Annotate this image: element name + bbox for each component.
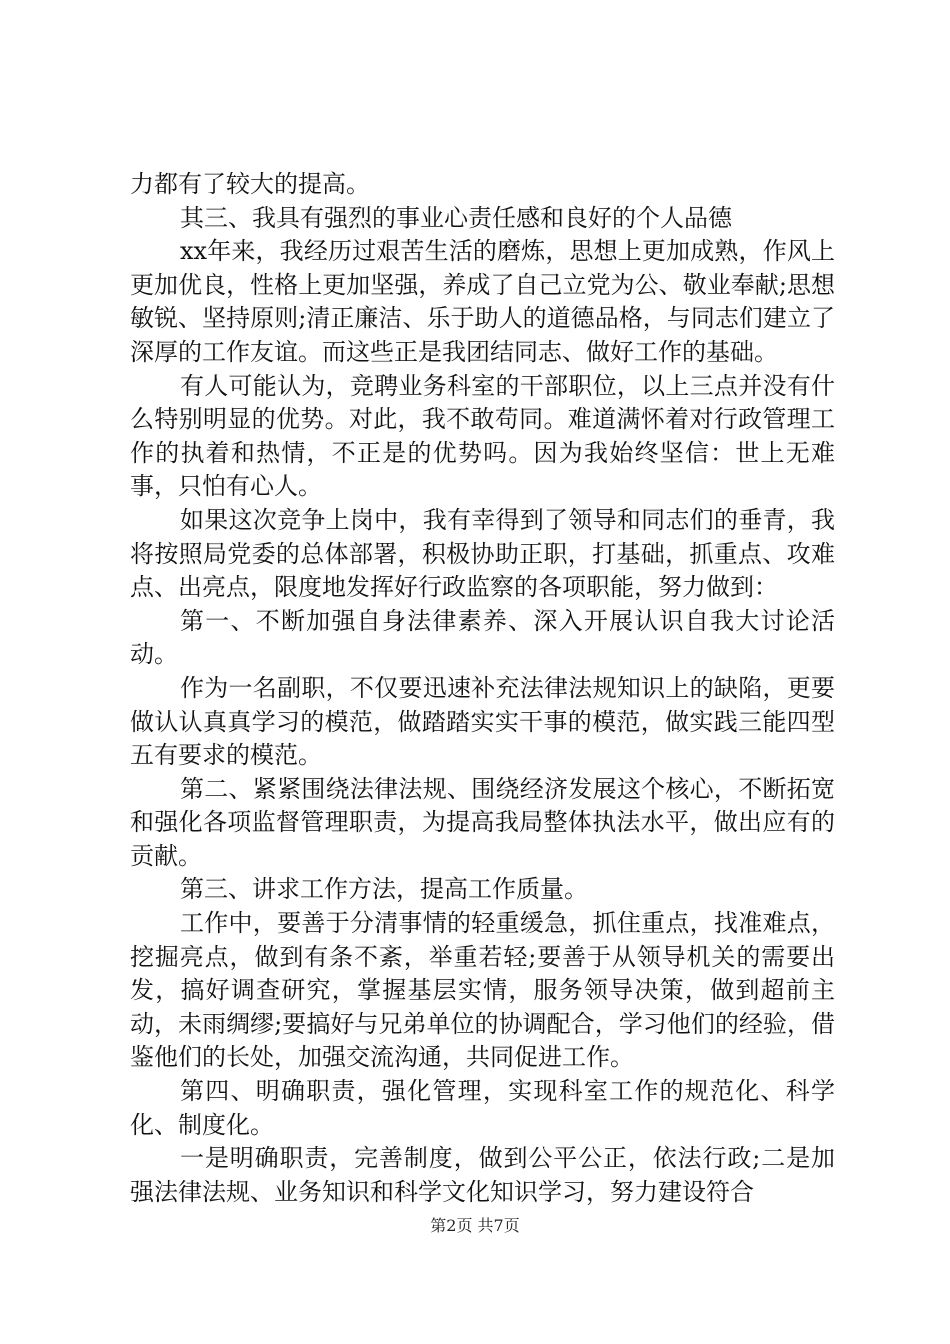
paragraph-1: 力都有了较大的提高。 [130,170,370,198]
page-number-label: 第2页 共7页 [430,1216,520,1235]
paragraph-6: 第一、不断加强自身法律素养、深入开展认识自我大讨论活动。 [130,606,835,669]
page-footer [0,1216,950,1236]
paragraph-2: 其三、我具有强烈的事业心责任感和良好的个人品德 [180,203,732,232]
paragraph-11: 第四、明确职责，强化管理，实现科室工作的规范化、科学化、制度化。 [130,1077,835,1139]
paragraph-10: 工作中，要善于分清事情的轻重缓急，抓住重点，找准难点，挖掘亮点，做到有条不紊，举重若轻;要善于从领导机关的需要出发，搞好调查研究，掌握基层实情，服务领导决策，做到超前主动，未雨绸缪;要搞好与兄弟单位的协调配合，学习他们的经验，借鉴他们的长处，加强交流沟通，共同促进工作。 [130,909,835,1072]
paragraph-3: xx年来，我经历过艰苦生活的磨炼，思想上更加成熟，作风上更加优良，性格上更加坚强，养成了自己立党为公、敬业奉献;思想敏锐、坚持原则;清正廉洁、乐于助人的道德品格，与同志们建立了深厚的工作友谊。而这些正是我团结同志、做好工作的基础。 [130,237,835,366]
paragraph-12: 一是明确职责，完善制度，做到公平公正，依法行政;二是加强法律法规、业务知识和科学文化知识学习，努力建设符合 [130,1144,835,1206]
paragraph-7: 作为一名副职，不仅要迅速补充法律法规知识上的缺陷，更要做认认真真学习的模范，做踏踏实实干事的模范，做实践三能四型五有要求的模范。 [130,673,835,770]
paragraph-4: 有人可能认为，竞聘业务科室的干部职位，以上三点并没有什么特别明显的优势。对此，我不敢苟同。难道满怀着对行政管理工作的执着和热情，不正是的优势吗。因为我始终坚信：世上无难事，只怕有心人。 [130,371,835,501]
paragraph-9: 第三、讲求工作方法，提高工作质量。 [180,875,588,904]
paragraph-5: 如果这次竞争上岗中，我有幸得到了领导和同志们的垂青，我将按照局党委的总体部署，积极协助正职，打基础，抓重点、攻难点、出亮点，限度地发挥好行政监察的各项职能，努力做到： [130,505,835,602]
paragraph-8: 第二、紧紧围绕法律法规、围绕经济发展这个核心，不断拓宽和强化各项监督管理职责，为提高我局整体执法水平，做出应有的贡献。 [130,774,835,870]
document-body [130,168,835,1209]
